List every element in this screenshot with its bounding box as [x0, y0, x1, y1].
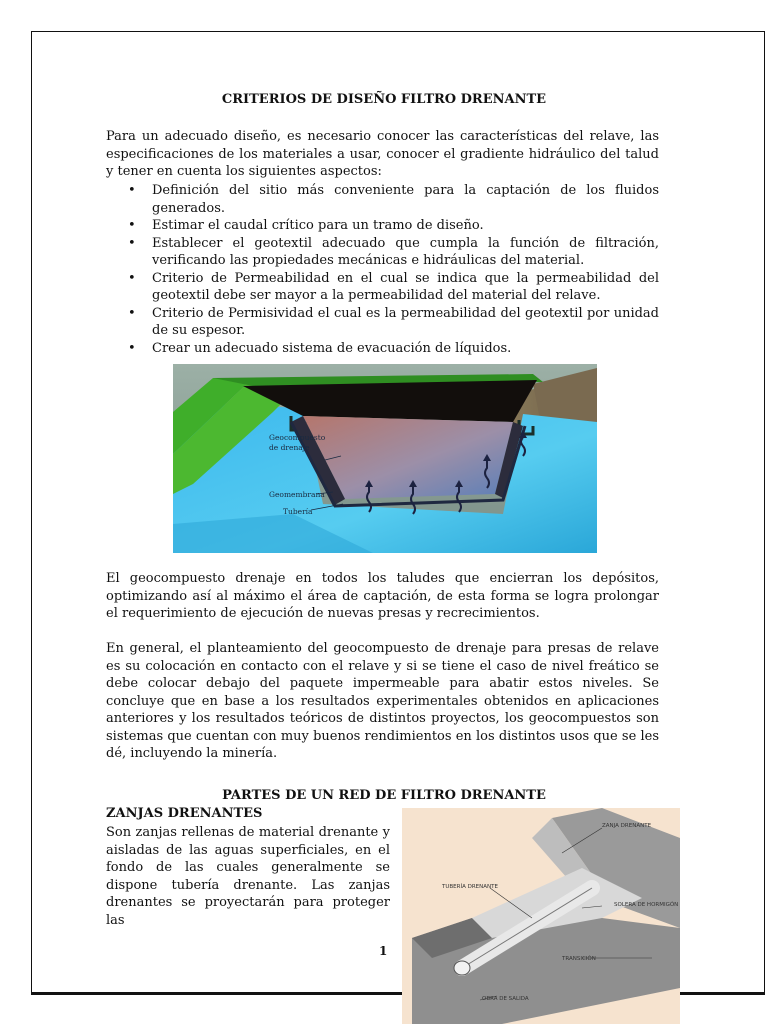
- label-geomembrana: Geomembrana: [269, 490, 325, 499]
- list-item: • Criterio de Permeabilidad en el cual se indica que la permeabilidad del geotextil debe ser mayor a la permeabilidad del material del relave.: [106, 270, 659, 305]
- label-transicion: TRANSICIÓN: [562, 956, 596, 962]
- list-item: • Definición del sitio más conveniente para la captación de los fluidos generados.: [106, 182, 659, 217]
- label-geocompuesto: Geocompuesto: [269, 433, 326, 442]
- paragraph-geocompuesto: El geocompuesto drenaje en todos los taludes que encierran los depósitos, optimizando así al máximo el área de captación, de esta forma se logra prolongar el requerimiento de ejecución de nuevas presas y recrecimientos.: [106, 571, 659, 621]
- list-item: • Establecer el geotextil adecuado que cumpla la función de filtración, verificando las propiedades mecánicas e hidráulicas del material.: [106, 235, 659, 270]
- label-zanja: ZANJA DRENANTE: [602, 823, 652, 829]
- list-item: • Criterio de Permisividad el cual es la permeabilidad del geotextil por unidad de su espesor.: [106, 305, 659, 340]
- paragraph-general: En general, el planteamiento del geocompuesto de drenaje para presas de relave es su colocación en contacto con el relave y si se tiene el caso de nivel freático se debe colocar debajo del paquete impermeable para abatir estos niveles. Se concluye que en base a los resultados experimentales obtenidos en aplicaciones anteriores y los resultados teóricos de distintos proyectos, los geocompuestos son sistemas que cuentan con muy buenos rendimientos en los distintos usos que se les dé, incluyendo la minería.: [106, 641, 659, 761]
- zanjas-paragraph: Son zanjas rellenas de material drenante y aisladas de las aguas superficiales, en el fondo de las cuales generalmente se dispone tubería drenante. Las zanjas drenantes se proyectarán para proteger las: [106, 825, 390, 928]
- page-number: 1: [379, 944, 388, 958]
- label-obra: OBRA DE SALIDA: [482, 996, 529, 1002]
- document-title: CRITERIOS DE DISEÑO FILTRO DRENANTE: [221, 92, 547, 107]
- aspects-list: [106, 182, 659, 357]
- trench-svg: [402, 808, 680, 1024]
- list-item: • Crear un adecuado sistema de evacuación de líquidos.: [106, 340, 659, 358]
- drainage-geocomposite-diagram: [173, 364, 597, 553]
- drainage-trench-diagram: [402, 808, 680, 1024]
- label-solera: SOLERA DE HORMIGÓN: [614, 902, 679, 908]
- intro-paragraph: Para un adecuado diseño, es necesario conocer las características del relave, las especificaciones de los materiales a usar, conocer el gradiente hidráulico del talud y tener en cuenta los siguientes aspectos:: [106, 129, 659, 179]
- pipe-end: [454, 961, 470, 975]
- list-item: • Estimar el caudal crítico para un tramo de diseño.: [106, 217, 659, 235]
- section-title: PARTES DE UN RED DE FILTRO DRENANTE: [222, 788, 546, 803]
- label-de-drenaje: de drenaje: [269, 443, 310, 452]
- label-tuberia: Tubería: [283, 507, 313, 516]
- label-tuberia-drenante: TUBERÍA DRENANTE: [442, 884, 498, 890]
- subsection-title: ZANJAS DRENANTES: [106, 806, 263, 821]
- diagram-svg: [173, 364, 597, 553]
